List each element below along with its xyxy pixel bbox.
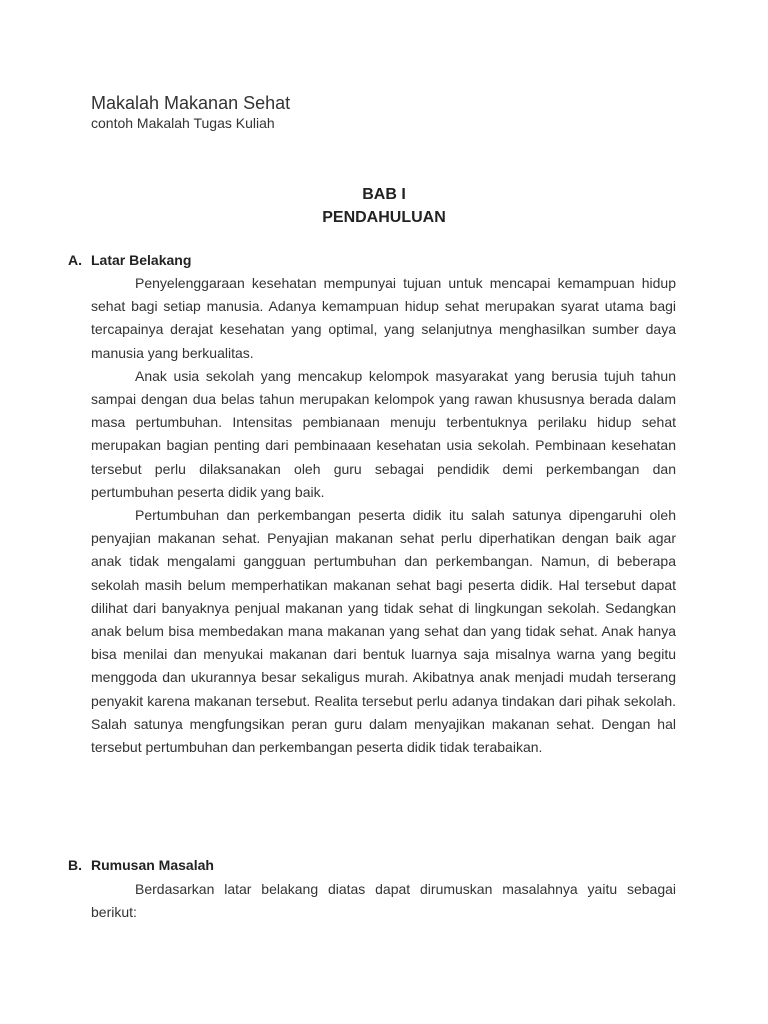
- document-subtitle: contoh Makalah Tugas Kuliah: [91, 115, 275, 131]
- section-heading-latar-belakang: [68, 252, 191, 268]
- paragraph: Pertumbuhan dan perkembangan peserta didik itu salah satunya dipengaruhi oleh penyajian makanan sehat. Penyajian makanan sehat perlu diperhatikan dengan baik agar anak tidak mengalami gangguan pertumbuhan dan perkembangan. Namun, di beberapa sekolah masih belum memperhatikan makanan sehat bagi peserta didik. Hal tersebut dapat dilihat dari banyaknya penjual makanan yang tidak sehat di lingkungan sekolah. Sedangkan anak belum bisa membedakan mana makanan yang sehat dan yang tidak sehat. Anak hanya bisa menilai dan menyukai makanan dari bentuk luarnya saja misalnya warna yang begitu menggoda dan ukurannya besar sekaligus murah. Akibatnya anak menjadi mudah terserang penyakit karena makanan tersebut. Realita tersebut perlu adanya tindakan dari pihak sekolah. Salah satunya mengfungsikan peran guru dalam menyajikan makanan sehat. Dengan hal tersebut pertumbuhan dan perkembangan peserta didik tidak terabaikan.: [91, 507, 676, 756]
- section-body-latar-belakang: [91, 272, 676, 759]
- paragraph: Anak usia sekolah yang mencakup kelompok masyarakat yang berusia tujuh tahun sampai dengan dua belas tahun merupakan kelompok yang rawan khususnya berada dalam masa pertumbuhan. Intensitas pembianaan menuju terbentuknya perilaku hidup sehat merupakan bagian penting dari pembinaaan kesehatan usia sekolah. Pembinaan kesehatan tersebut perlu dilaksanakan oleh guru sebagai pendidik demi perkembangan dan pertumbuhan peserta didik yang baik.: [91, 367, 676, 500]
- section-heading-text: Latar Belakang: [91, 252, 192, 268]
- section-marker: B.: [68, 857, 82, 873]
- section-body-rumusan-masalah: [91, 878, 676, 924]
- section-heading-text: Rumusan Masalah: [91, 857, 214, 873]
- section-marker: A.: [68, 252, 82, 268]
- paragraph: Berdasarkan latar belakang diatas dapat dirumuskan masalahnya yaitu sebagai berikut:: [91, 881, 676, 921]
- chapter-title: PENDAHULUAN: [322, 209, 446, 226]
- chapter-number: BAB I: [362, 186, 406, 203]
- section-heading-rumusan-masalah: [68, 857, 214, 873]
- paragraph: Penyelenggaraan kesehatan mempunyai tujuan untuk mencapai kemampuan hidup sehat bagi setiap manusia. Adanya kemampuan hidup sehat merupakan syarat utama bagi tercapainya derajat kesehatan yang optimal, yang selanjutnya menghasilkan sumber daya manusia yang berkualitas.: [91, 275, 676, 361]
- document-title: Makalah Makanan Sehat: [91, 93, 291, 113]
